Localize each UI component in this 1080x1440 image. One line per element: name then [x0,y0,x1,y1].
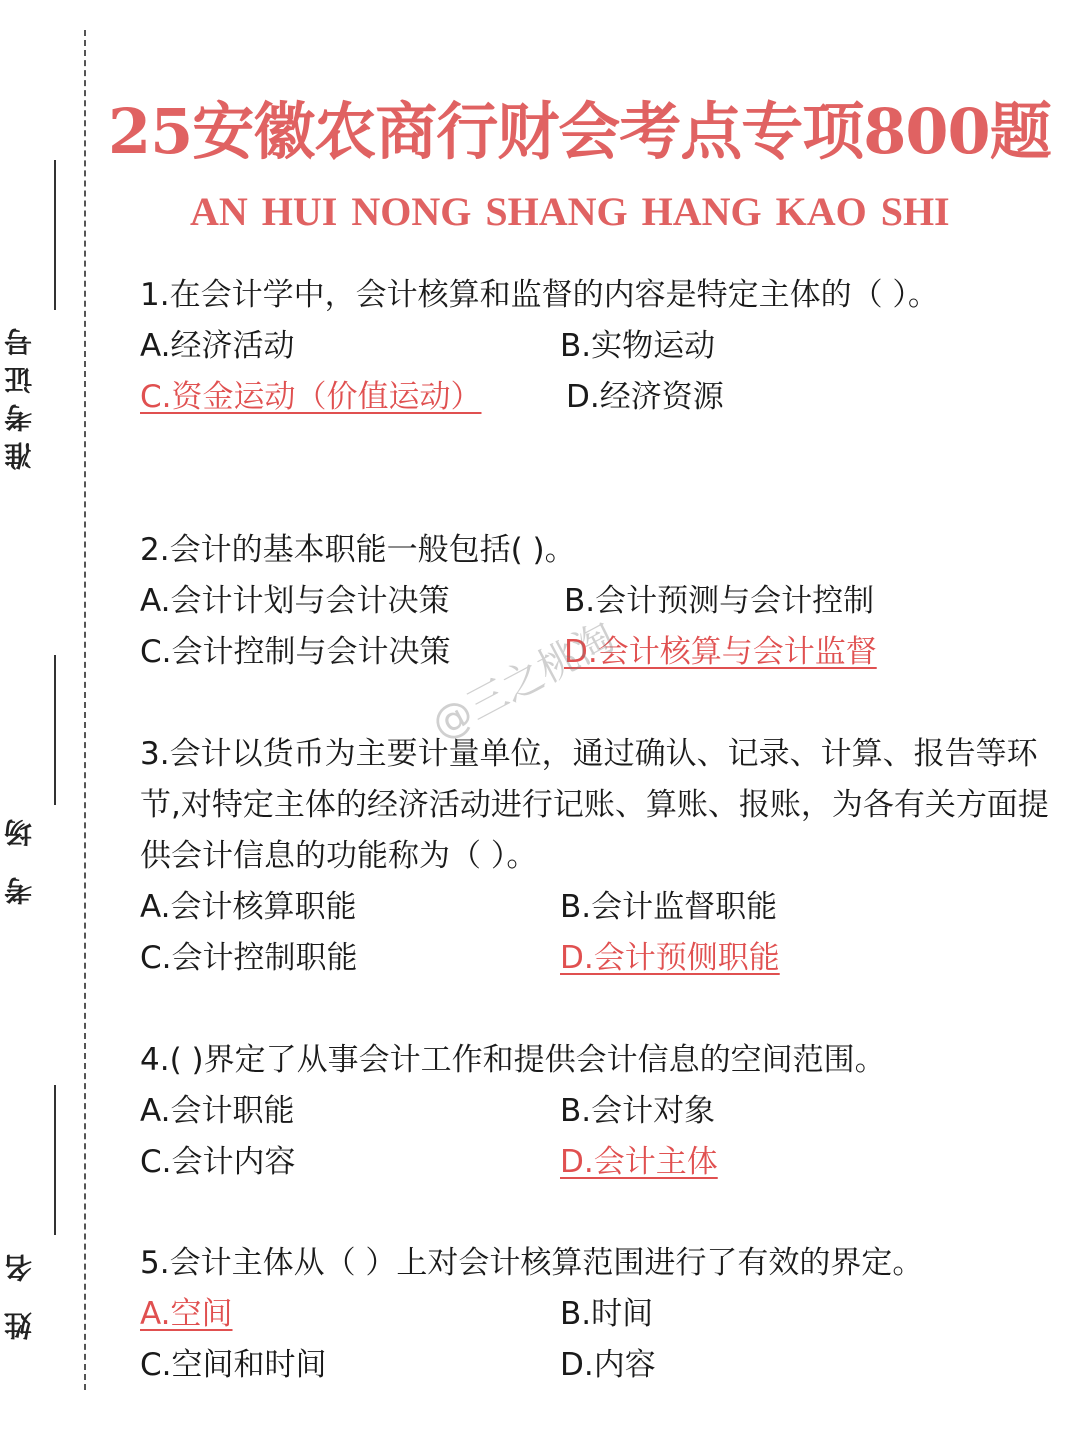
option-c: C.会计内容 [140,1144,296,1180]
option-a: A.会计职能 [140,1093,295,1129]
option-d-answer: D.会计预侧职能 [560,940,780,976]
question-text: 3.会计以货币为主要计量单位，通过确认、记录、计算、报告等环节,对特定主体的经济活动进行记账、算账、报账，为各有关方面提供会计信息的功能称为（ ）。 [140,736,1049,874]
exam-id-label: 准考证号 [3,318,36,470]
option-d-answer: D.会计核算与会计监督 [564,634,877,670]
option-a: A.会计核算职能 [140,889,357,925]
question-1 [140,270,1050,423]
option-c: C.空间和时间 [140,1347,327,1383]
question-text: 1.在会计学中，会计核算和监督的内容是特定主体的（ ）。 [140,277,939,313]
name-label: 姓 名 [3,1244,36,1340]
option-b: B.会计预测与会计控制 [564,583,875,619]
question-text: 2.会计的基本职能一般包括( )。 [140,532,576,568]
option-c: C.会计控制职能 [140,940,358,976]
option-b: B.会计对象 [560,1093,716,1129]
exam-room-underline [54,655,56,805]
binding-dashed-line [84,30,86,1390]
option-d: D.经济资源 [566,379,724,415]
name-underline [54,1085,56,1235]
exam-id-underline [54,160,56,310]
question-text: 4.( )界定了从事会计工作和提供会计信息的空间范围。 [140,1042,886,1078]
watermark: @三之桃淘 [424,614,623,749]
option-a: A.会计计划与会计决策 [140,583,450,619]
option-c-answer: C.资金运动（价值运动） [140,379,482,415]
option-b: B.时间 [560,1296,654,1332]
question-3 [140,729,1050,984]
option-b: B.会计监督职能 [560,889,778,925]
exam-room-label: 考 场 [3,809,36,905]
option-a: A.经济活动 [140,328,295,364]
question-5 [140,1238,1050,1391]
question-text: 5.会计主体从（ ）上对会计核算范围进行了有效的界定。 [140,1245,924,1281]
option-a-answer: A.空间 [140,1296,233,1332]
page-title: 25安徽农商行财会考点专项800题 [108,95,1051,168]
page-subtitle: AN HUI NONG SHANG HANG KAO SHI [190,189,950,234]
option-d-answer: D.会计主体 [560,1144,718,1180]
option-c: C.会计控制与会计决策 [140,634,451,670]
option-b: B.实物运动 [560,328,716,364]
question-4 [140,1035,1050,1188]
option-d: D.内容 [560,1347,656,1383]
